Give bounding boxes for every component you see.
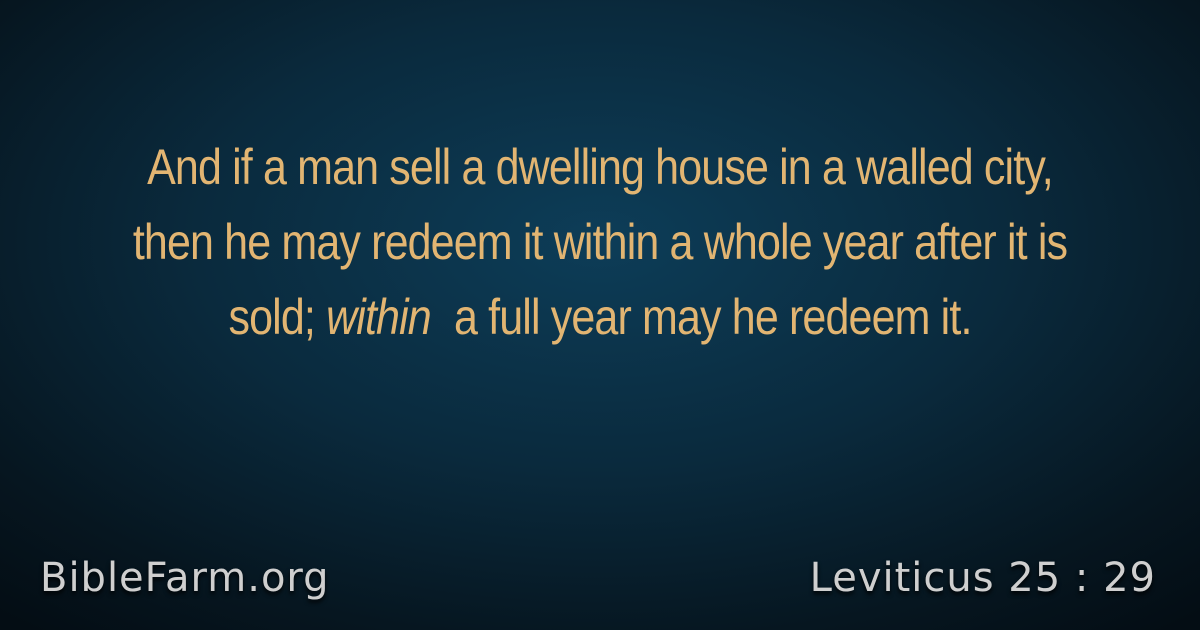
verse-text-end: a full year may he redeem it. xyxy=(442,289,972,345)
site-name: BibleFarm.org xyxy=(40,555,330,601)
verse-text xyxy=(118,130,1081,355)
verse-text-start: And if a man sell a dwelling house in a walled city, then he may redeem it within a whole year after it is sold; xyxy=(132,139,1068,345)
verse-italic-word: within xyxy=(326,289,431,345)
verse-container xyxy=(40,130,1160,355)
verse-reference: Leviticus 25 : 29 xyxy=(809,555,1156,601)
